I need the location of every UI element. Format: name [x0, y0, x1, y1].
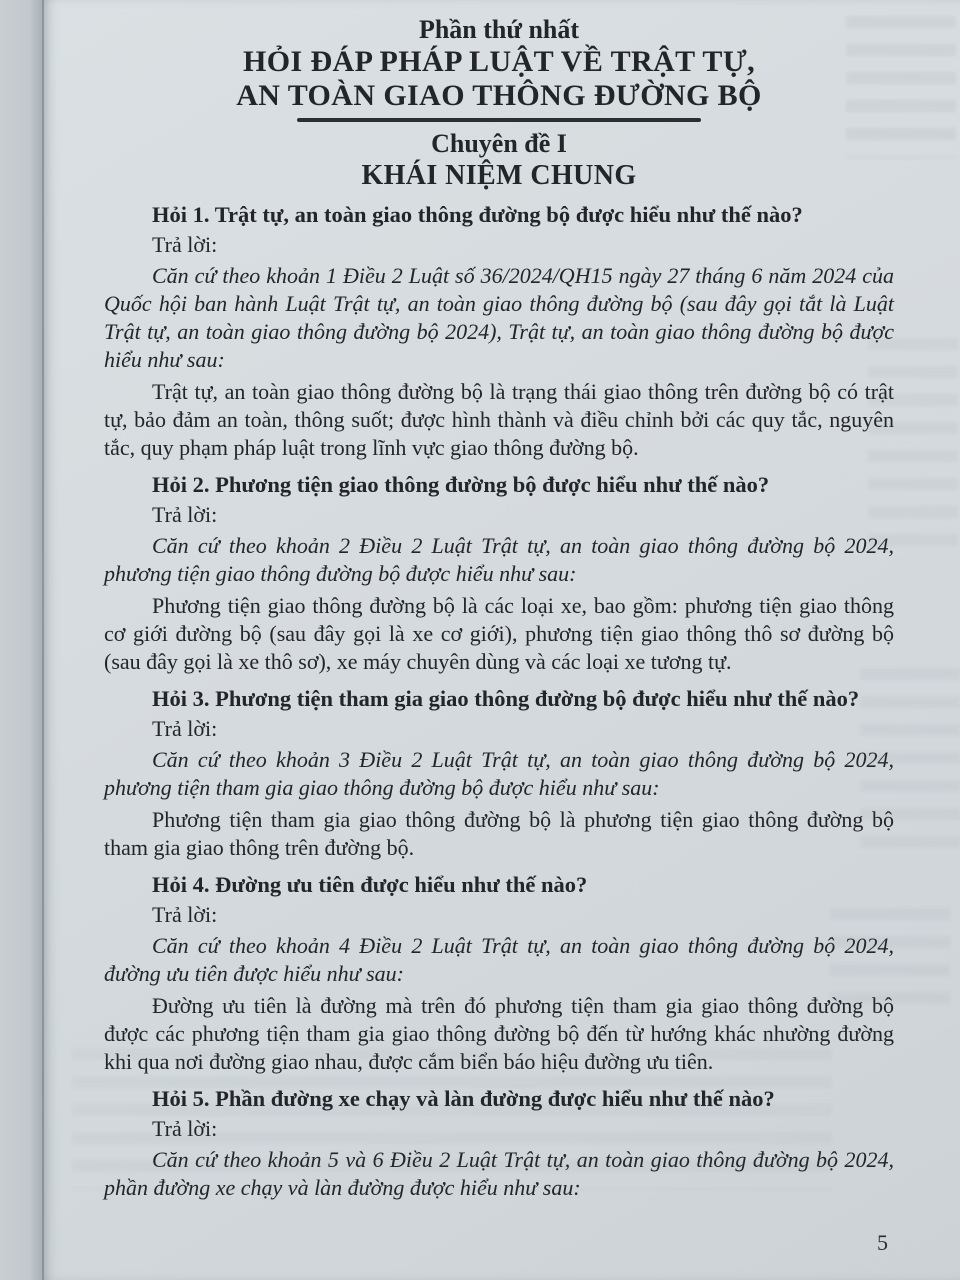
citation: Căn cứ theo khoản 1 Điều 2 Luật số 36/2024/QH15 ngày 27 tháng 6 năm 2024 của Quốc hội ban hành Luật Trật tự, an toàn giao thông đường bộ (sau đây gọi tắt là Luật Trật tự, an toàn giao thông đường bộ 2024), Trật tự, an toàn giao thông đường bộ được hiểu như sau: [104, 262, 894, 372]
question: Hỏi 2. Phương tiện giao thông đường bộ được hiểu như thế nào? [152, 471, 770, 497]
citation: Căn cứ theo khoản 2 Điều 2 Luật Trật tự, an toàn giao thông đường bộ 2024, phương tiện giao thông đường bộ được hiểu như sau: [104, 532, 894, 586]
citation: Căn cứ theo khoản 3 Điều 2 Luật Trật tự, an toàn giao thông đường bộ 2024, phương tiện tham gia giao thông đường bộ được hiểu như sau: [104, 746, 894, 800]
page-number: 5 [877, 1230, 888, 1255]
answer-label: Trả lời: [152, 501, 218, 527]
answer-body: Phương tiện tham gia giao thông đường bộ là phương tiện giao thông đường bộ tham gia giao thông trên đường bộ. [104, 806, 894, 860]
book-page [42, 0, 960, 1280]
chapter-label: Chuyên đề I [431, 128, 567, 158]
qa-item-1 [104, 201, 894, 462]
qa-item-4 [104, 871, 894, 1076]
title-underline-rule [297, 118, 701, 122]
answer-label: Trả lời: [152, 715, 218, 741]
part-title-line1: HỎI ĐÁP PHÁP LUẬT VỀ TRẬT TỰ, [243, 45, 755, 78]
qa-item-2 [104, 471, 894, 676]
qa-content [104, 201, 894, 1202]
answer-body: Trật tự, an toàn giao thông đường bộ là trạng thái giao thông trên đường bộ có trật tự, bảo đảm an toàn, thông suốt; được hình thành và điều chỉnh bởi các quy tắc, nguyên tắc, quy phạm pháp luật trong lĩnh vực giao thông đường bộ. [104, 378, 894, 460]
answer-label: Trả lời: [152, 1115, 218, 1141]
answer-label: Trả lời: [152, 901, 218, 927]
answer-body: Đường ưu tiên là đường mà trên đó phương tiện tham gia giao thông đường bộ được các phương tiện tham gia giao thông đường bộ đến từ hướng khác nhường đường khi qua nơi đường giao nhau, được cắm biển báo hiệu đường ưu tiên. [104, 992, 894, 1074]
citation: Căn cứ theo khoản 5 và 6 Điều 2 Luật Trật tự, an toàn giao thông đường bộ 2024, phần đường xe chạy và làn đường được hiểu như sau: [104, 1146, 894, 1200]
question: Hỏi 5. Phần đường xe chạy và làn đường được hiểu như thế nào? [152, 1085, 775, 1111]
question: Hỏi 4. Đường ưu tiên được hiểu như thế nào? [152, 871, 588, 897]
underlying-page-edge [0, 0, 42, 1280]
question: Hỏi 3. Phương tiện tham gia giao thông đường bộ được hiểu như thế nào? [152, 685, 860, 711]
qa-item-5 [104, 1085, 894, 1202]
citation: Căn cứ theo khoản 4 Điều 2 Luật Trật tự, an toàn giao thông đường bộ 2024, đường ưu tiên được hiểu như sau: [104, 932, 894, 986]
part-title-line2: AN TOÀN GIAO THÔNG ĐƯỜNG BỘ [236, 79, 762, 112]
part-label: Phần thứ nhất [418, 15, 580, 44]
answer-label: Trả lời: [152, 231, 218, 257]
chapter-title: KHÁI NIỆM CHUNG [361, 159, 637, 191]
qa-item-3 [104, 685, 894, 862]
page-header [104, 14, 894, 192]
answer-body: Phương tiện giao thông đường bộ là các loại xe, bao gồm: phương tiện giao thông cơ giới đường bộ (sau đây gọi là xe cơ giới), phương tiện giao thông thô sơ đường bộ (sau đây gọi là xe thô sơ), xe máy chuyên dùng và các loại xe tương tự. [104, 592, 894, 674]
question: Hỏi 1. Trật tự, an toàn giao thông đường bộ được hiểu như thế nào? [152, 201, 803, 227]
